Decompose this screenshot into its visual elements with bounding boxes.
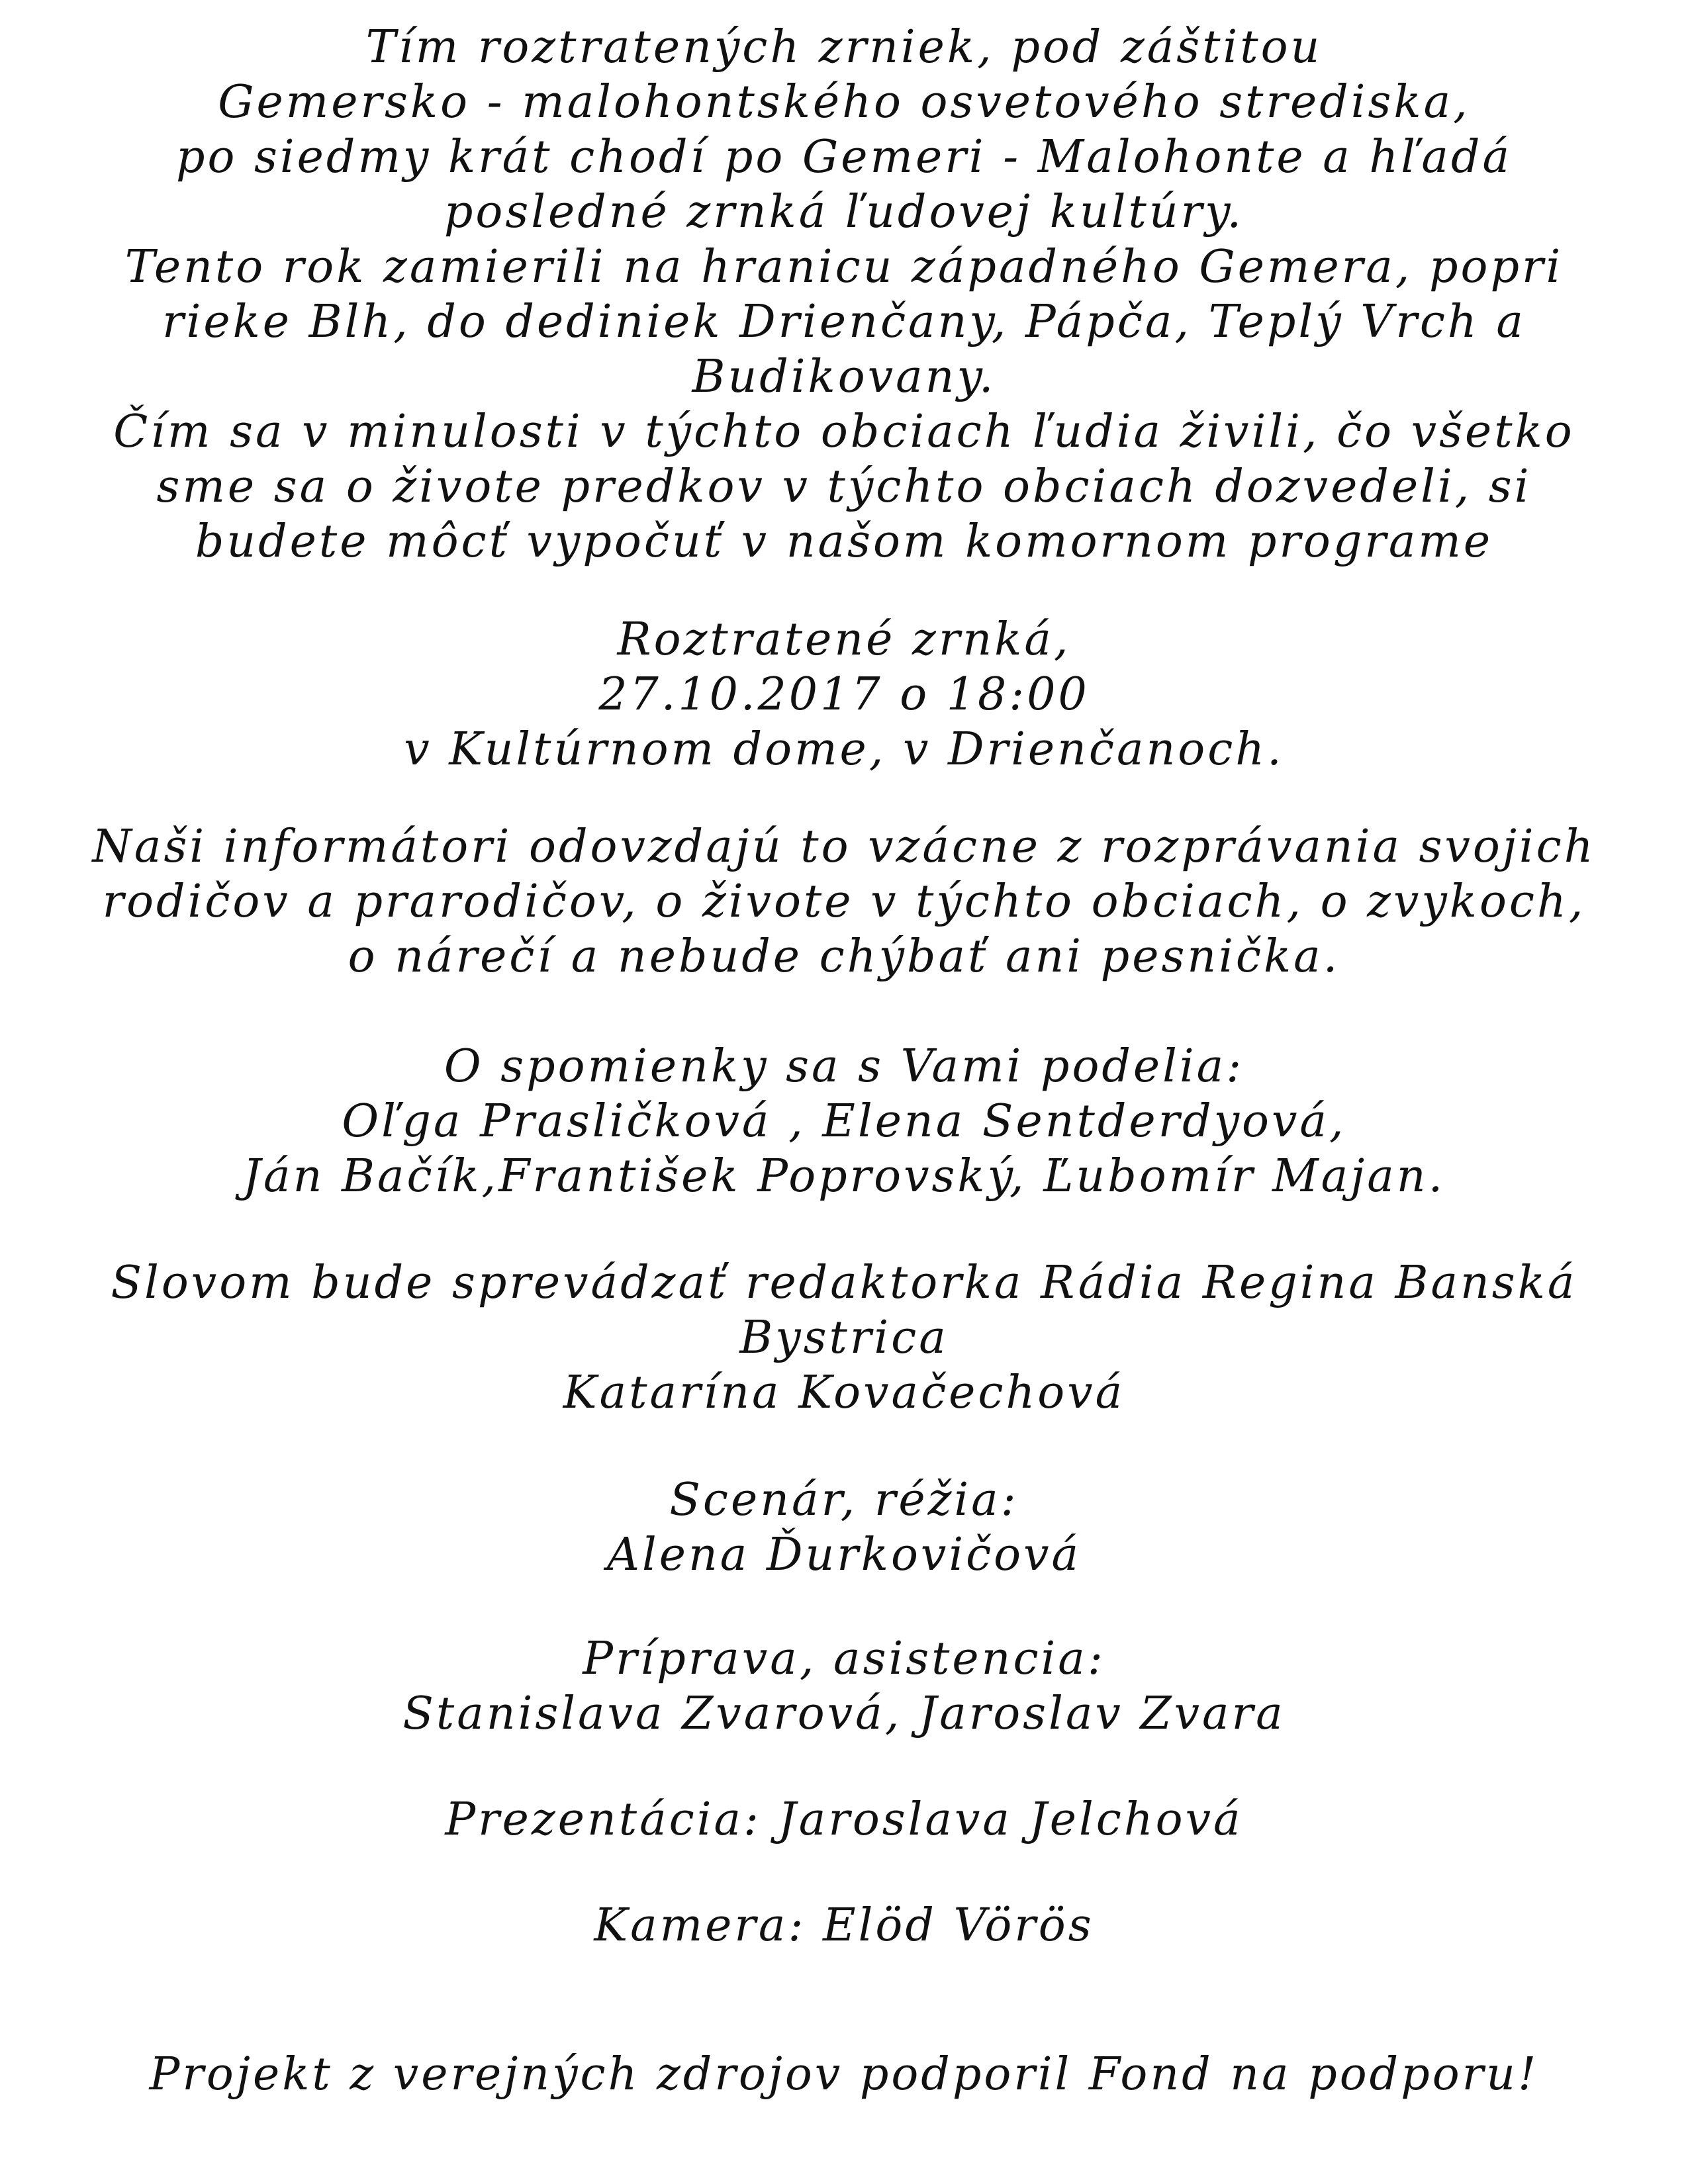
intro-line: Budikovany.: [692, 351, 996, 403]
preparation-names: Stanislava Zvarová, Jaroslav Zvara: [402, 1688, 1286, 1740]
intro-line: Tento rok zamierili na hranicu západného Gemera, popri: [124, 241, 1564, 293]
event-venue: v Kultúrnom dome, v Drienčanoch.: [404, 723, 1284, 776]
host-line: Bystrica: [739, 1312, 949, 1364]
participants-heading: O spomienky sa s Vami podelia:: [444, 1040, 1244, 1093]
funding-note: Projekt z verejných zdrojov podporil Fond na podporu!: [149, 2048, 1539, 2101]
event-datetime: 27.10.2017 o 18:00: [598, 668, 1090, 721]
event-title: Roztratené zrnká,: [617, 614, 1071, 666]
informants-line: Naši informátori odovzdajú to vzácne z rozprávania svojich: [92, 821, 1596, 873]
intro-line: Gemersko - malohontského osvetového strediska,: [218, 76, 1470, 128]
script-direction-name: Alena Ďurkovičová: [606, 1529, 1082, 1581]
intro-line: po siedmy krát chodí po Gemeri - Malohonte a hľadá: [175, 131, 1513, 183]
camera-credit: Kamera: Elöd Vörös: [594, 1899, 1094, 1952]
intro-line: Čím sa v minulosti v týchto obciach ľudia živili, čo všetko: [113, 406, 1575, 458]
intro-line: sme sa o živote predkov v týchto obciach dozvedeli, si: [156, 461, 1532, 513]
informants-line: rodičov a prarodičov, o živote v týchto obciach, o zvykoch,: [102, 876, 1586, 928]
host-line: Slovom bude sprevádzať redaktorka Rádia Regina Banská: [111, 1257, 1577, 1309]
intro-line: budete môcť vypočuť v našom komornom programe: [195, 516, 1493, 568]
preparation-heading: Príprava, asistencia:: [583, 1633, 1105, 1685]
intro-line: Tím roztratených zrniek, pod záštitou: [365, 21, 1323, 73]
host-name: Katarína Kovačechová: [563, 1367, 1125, 1419]
presentation-credit: Prezentácia: Jaroslava Jelchová: [445, 1794, 1243, 1846]
informants-line: o nárečí a nebude chýbať ani pesnička.: [348, 931, 1340, 983]
intro-line: posledné zrnká ľudovej kultúry.: [444, 186, 1244, 238]
participants-names: Oľga Prasličková , Elena Sentderdyová,: [342, 1095, 1346, 1148]
participants-names: Ján Bačík,František Poprovský, Ľubomír Majan.: [242, 1150, 1446, 1203]
script-direction-heading: Scenár, réžia:: [669, 1474, 1019, 1526]
intro-line: rieke Blh, do dediniek Drienčany, Pápča, Teplý Vrch a: [162, 296, 1526, 348]
